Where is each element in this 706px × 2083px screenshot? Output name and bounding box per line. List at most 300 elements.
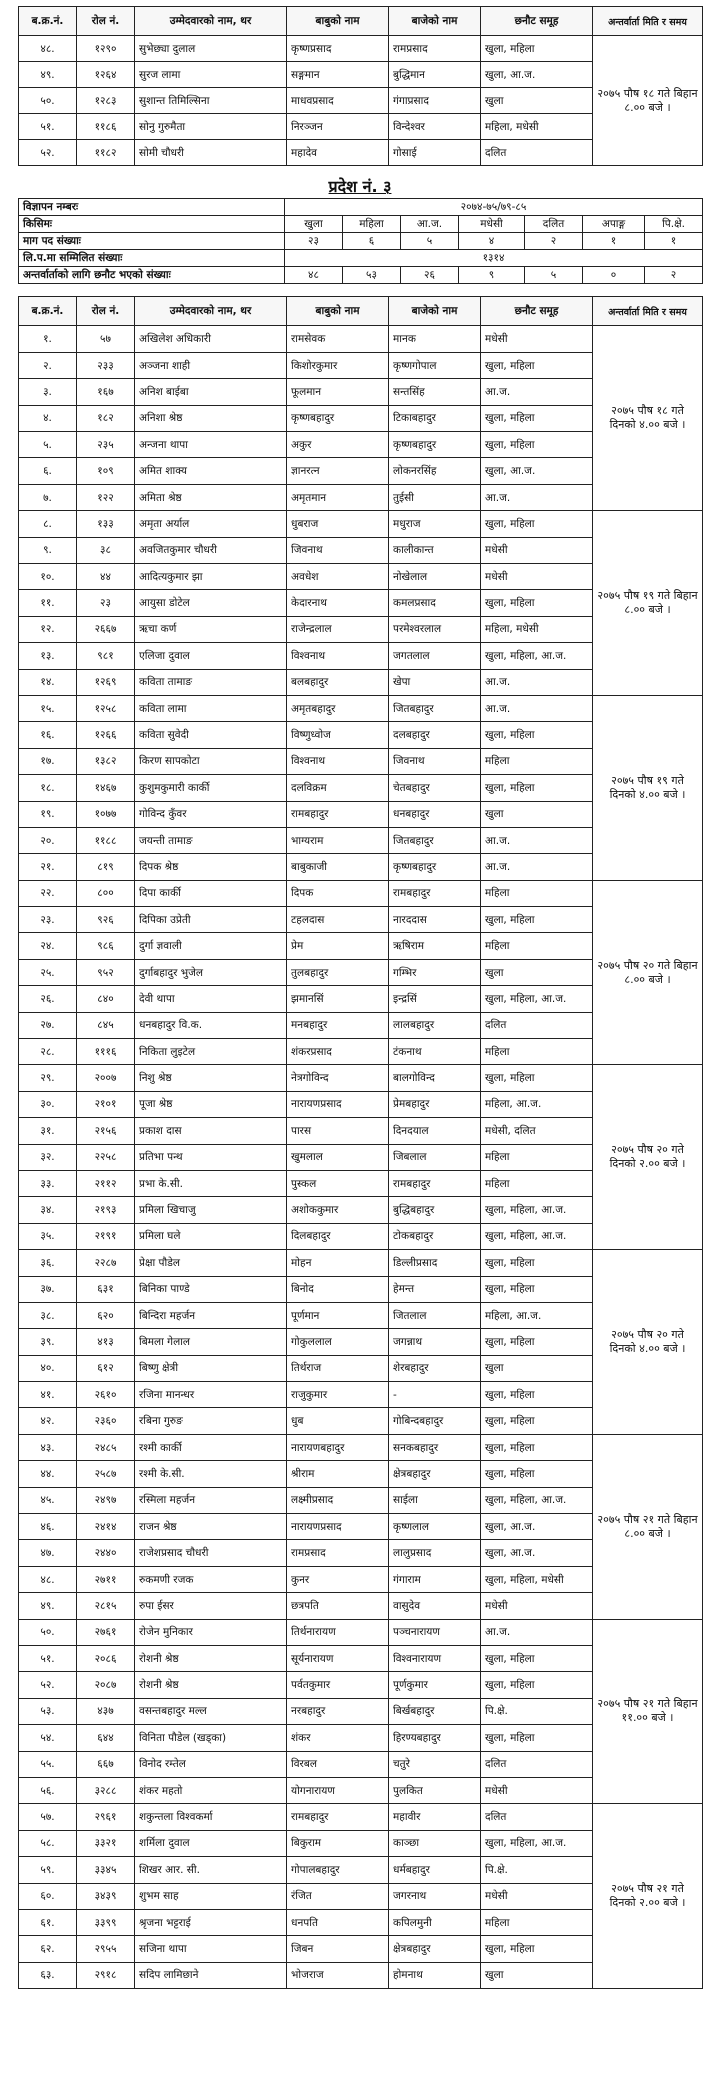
candidate-name-cell: कविता सुवेदी [135, 722, 287, 748]
father-name-cell: नारायणप्रसाद [287, 1514, 389, 1540]
father-name-cell: बलबहादुर [287, 669, 389, 695]
roll-cell: २४४० [77, 1540, 135, 1566]
table-header-row [19, 297, 703, 326]
group-cell: मधेसी [481, 326, 593, 352]
roll-cell: २०८७ [77, 1672, 135, 1698]
serial-cell: ४३. [19, 1434, 77, 1460]
father-name-cell: दलविक्रम [287, 775, 389, 801]
candidate-name-cell: कविता लामा [135, 695, 287, 721]
father-name-cell: विश्वनाथ [287, 748, 389, 774]
roll-cell: ११८८ [77, 827, 135, 853]
serial-cell: ५७. [19, 1804, 77, 1830]
candidate-name-cell: निशु श्रेष्ठ [135, 1065, 287, 1091]
serial-cell: ५. [19, 432, 77, 458]
interview-schedule-cell: २०७५ पौष २० गते बिहान ८.०० बजे । [593, 880, 703, 1065]
roll-cell: २४१४ [77, 1514, 135, 1540]
serial-cell: ४०. [19, 1355, 77, 1381]
father-name-cell: शंकर [287, 1725, 389, 1751]
father-name-cell: टहलदास [287, 907, 389, 933]
father-name-cell: भाग्यराम [287, 827, 389, 853]
grandfather-name-cell: चेतबहादुर [389, 775, 481, 801]
serial-cell: २१. [19, 854, 77, 880]
roll-cell: ८४५ [77, 1012, 135, 1038]
grandfather-name-cell: कपिलमुनी [389, 1909, 481, 1935]
serial-cell: ६१. [19, 1909, 77, 1935]
table-row [19, 326, 703, 352]
roll-cell: ९८६ [77, 933, 135, 959]
father-name-cell: सङ्गमान [287, 62, 389, 88]
candidate-name-cell: रबिना गुरुङ [135, 1408, 287, 1434]
father-name-cell: रामसेवक [287, 326, 389, 352]
grandfather-name-cell: जिबलाल [389, 1144, 481, 1170]
candidate-name-cell: प्रतिभा पन्थ [135, 1144, 287, 1170]
col-header-father: बाबुको नाम [287, 7, 389, 36]
serial-cell: १४. [19, 669, 77, 695]
father-name-cell: महादेव [287, 140, 389, 166]
grandfather-name-cell: हेमन्त [389, 1276, 481, 1302]
father-name-cell: नेत्रगोविन्द [287, 1065, 389, 1091]
demand-cell: २ [525, 233, 583, 250]
candidate-name-cell: श्रृजना भट्टराई [135, 1909, 287, 1935]
table-row [19, 1250, 703, 1276]
candidate-name-cell: रश्मी के.सी. [135, 1461, 287, 1487]
candidate-name-cell: दिपिका उप्रेती [135, 907, 287, 933]
grandfather-name-cell: मानक [389, 326, 481, 352]
table-row [19, 511, 703, 537]
grandfather-name-cell: - [389, 1382, 481, 1408]
father-name-cell: श्रीराम [287, 1461, 389, 1487]
father-name-cell: नारायणप्रसाद [287, 1091, 389, 1117]
grandfather-name-cell: पूर्णकुमार [389, 1672, 481, 1698]
main-candidate-table [18, 296, 703, 1989]
serial-cell: ५४. [19, 1725, 77, 1751]
group-cell: खुला, आ.ज. [481, 1514, 593, 1540]
roll-cell: १२२ [77, 484, 135, 510]
appeared-row [19, 250, 703, 267]
father-name-cell: मनबहादुर [287, 1012, 389, 1038]
grandfather-name-cell: ऋषिराम [389, 933, 481, 959]
candidate-name-cell: प्रभा के.सी. [135, 1170, 287, 1196]
group-cell: आ.ज. [481, 379, 593, 405]
grandfather-name-cell: कृष्णबहादुर [389, 854, 481, 880]
candidate-name-cell: पूजा श्रेष्ठ [135, 1091, 287, 1117]
group-cell: खुला, महिला, आ.ज. [481, 643, 593, 669]
candidate-name-cell: रजिना मानन्धर [135, 1382, 287, 1408]
roll-cell: ४१३ [77, 1329, 135, 1355]
candidate-name-cell: अमिता श्रेष्ठ [135, 484, 287, 510]
serial-cell: ६. [19, 458, 77, 484]
father-name-cell: जिवनाथ [287, 537, 389, 563]
group-cell: पि.क्षे. [481, 1857, 593, 1883]
candidate-name-cell: कविता तामाङ [135, 669, 287, 695]
group-cell: खुला, महिला, आ.ज. [481, 1197, 593, 1223]
candidate-name-cell: अखिलेश अधिकारी [135, 326, 287, 352]
father-name-cell: धुब [287, 1408, 389, 1434]
grandfather-name-cell: कालीकान्त [389, 537, 481, 563]
roll-cell: १६७ [77, 379, 135, 405]
grandfather-name-cell: जितबहादुर [389, 695, 481, 721]
top-candidate-table [18, 6, 703, 166]
group-cell: पि.क्षे. [481, 1698, 593, 1724]
serial-cell: ११. [19, 590, 77, 616]
candidate-name-cell: बिनिका पाण्डे [135, 1276, 287, 1302]
candidate-name-cell: अवजितकुमार चौधरी [135, 537, 287, 563]
interview-schedule-cell: २०७५ पौष १८ गते बिहान ८.०० बजे । [593, 36, 703, 166]
category-cell: आ.ज. [401, 216, 459, 233]
demand-row [19, 233, 703, 250]
grandfather-name-cell: क्षेत्रबहादुर [389, 1936, 481, 1962]
roll-cell: १२६४ [77, 62, 135, 88]
serial-cell: ६२. [19, 1936, 77, 1962]
roll-cell: १२८३ [77, 88, 135, 114]
father-name-cell: विश्वनाथ [287, 643, 389, 669]
grandfather-name-cell: परमेश्वरलाल [389, 616, 481, 642]
candidate-name-cell: सजिना थापा [135, 1936, 287, 1962]
serial-cell: ५२. [19, 140, 77, 166]
father-name-cell: लक्ष्मीप्रसाद [287, 1487, 389, 1513]
group-cell: खुला, महिला, आ.ज. [481, 1223, 593, 1249]
group-cell: खुला, महिला [481, 1434, 593, 1460]
grandfather-name-cell: पुलकित [389, 1777, 481, 1803]
interview-schedule-cell: २०७५ पौष १९ गते बिहान ८.०० बजे । [593, 511, 703, 696]
group-cell: खुला, महिला, आ.ज. [481, 1830, 593, 1856]
group-cell: महिला [481, 1909, 593, 1935]
father-name-cell: बाबुकाजी [287, 854, 389, 880]
interview-schedule-cell: २०७५ पौष १९ गते दिनको ४.०० बजे । [593, 695, 703, 880]
roll-cell: २२८७ [77, 1250, 135, 1276]
serial-cell: १६. [19, 722, 77, 748]
father-name-cell: विरबल [287, 1751, 389, 1777]
candidate-name-cell: अन्जना थापा [135, 432, 287, 458]
grandfather-name-cell: जितबहादुर [389, 827, 481, 853]
group-cell: खुला, महिला [481, 1725, 593, 1751]
roll-cell: ४३७ [77, 1698, 135, 1724]
demand-cell: २३ [285, 233, 343, 250]
candidate-name-cell: अमृता अर्याल [135, 511, 287, 537]
father-name-cell: कृष्णबहादुर [287, 405, 389, 431]
candidate-name-cell: आयुसा डोटेल [135, 590, 287, 616]
group-cell: मधेसी [481, 1883, 593, 1909]
group-cell: खुला, महिला, मधेसी [481, 1566, 593, 1592]
table-row [19, 36, 703, 62]
candidate-name-cell: सुशान्त तिमिल्सिना [135, 88, 287, 114]
group-cell: खुला, महिला [481, 432, 593, 458]
group-cell: महिला [481, 1170, 593, 1196]
col-header-name: उम्मेदवारको नाम, थर [135, 297, 287, 326]
demand-cell: १ [645, 233, 703, 250]
grandfather-name-cell: गंगाराम [389, 1566, 481, 1592]
appeared-label: लि.प.मा सम्मिलित संख्याः [19, 250, 285, 267]
serial-cell: ३२. [19, 1144, 77, 1170]
father-name-cell: केदारनाथ [287, 590, 389, 616]
roll-cell: २७११ [77, 1566, 135, 1592]
father-name-cell: तिर्थराज [287, 1355, 389, 1381]
roll-cell: २०८६ [77, 1646, 135, 1672]
candidate-name-cell: बिष्णु क्षेत्री [135, 1355, 287, 1381]
serial-cell: १. [19, 326, 77, 352]
serial-cell: २. [19, 352, 77, 378]
serial-cell: ४६. [19, 1514, 77, 1540]
grandfather-name-cell: तुईसी [389, 484, 481, 510]
candidate-name-cell: रुकमणी रजक [135, 1566, 287, 1592]
group-cell: खुला, महिला [481, 590, 593, 616]
grandfather-name-cell: दिनदयाल [389, 1118, 481, 1144]
grandfather-name-cell: कृष्णबहादुर [389, 432, 481, 458]
grandfather-name-cell: प्रेमबहादुर [389, 1091, 481, 1117]
father-name-cell: शंकरप्रसाद [287, 1039, 389, 1065]
roll-cell: ६३१ [77, 1276, 135, 1302]
interview-schedule-cell: २०७५ पौष २० गते दिनको २.०० बजे । [593, 1065, 703, 1250]
serial-cell: ४९. [19, 62, 77, 88]
group-cell: मधेसी [481, 1777, 593, 1803]
grandfather-name-cell: इन्द्रसिं [389, 986, 481, 1012]
demand-cell: ५ [401, 233, 459, 250]
roll-cell: १२६९ [77, 669, 135, 695]
group-cell: खुला, महिला [481, 1936, 593, 1962]
group-cell: आ.ज. [481, 669, 593, 695]
roll-cell: २१९१ [77, 1223, 135, 1249]
roll-cell: २३ [77, 590, 135, 616]
serial-cell: २०. [19, 827, 77, 853]
grandfather-name-cell: रामप्रसाद [389, 36, 481, 62]
table-row [19, 1804, 703, 1830]
serial-cell: ५२. [19, 1672, 77, 1698]
selected-cell: ० [583, 267, 645, 284]
ad-number-row [19, 199, 703, 216]
candidate-name-cell: शुभम साह [135, 1883, 287, 1909]
grandfather-name-cell: गम्भिर [389, 959, 481, 985]
candidate-name-cell: सोनु गुरुमैता [135, 114, 287, 140]
father-name-cell: माधवप्रसाद [287, 88, 389, 114]
interview-schedule-cell: २०७५ पौष १८ गते दिनको ४.०० बजे । [593, 326, 703, 511]
candidate-name-cell: शर्मिला दुवाल [135, 1830, 287, 1856]
group-cell: खुला, महिला [481, 1646, 593, 1672]
candidate-name-cell: रुपा ईसर [135, 1593, 287, 1619]
father-name-cell: धुबराज [287, 511, 389, 537]
serial-cell: ४७. [19, 1540, 77, 1566]
col-header-serial: ब.क्र.नं. [19, 297, 77, 326]
appeared-value: १३१४ [285, 250, 703, 267]
candidate-name-cell: शकुन्तला विश्वकर्मा [135, 1804, 287, 1830]
father-name-cell: रंजित [287, 1883, 389, 1909]
grandfather-name-cell: टंकनाथ [389, 1039, 481, 1065]
group-cell: खुला, महिला [481, 1329, 593, 1355]
group-cell: खुला, आ.ज. [481, 1540, 593, 1566]
father-name-cell: अमृतमान [287, 484, 389, 510]
serial-cell: ४८. [19, 1566, 77, 1592]
col-header-group: छनौट समूह [481, 7, 593, 36]
grandfather-name-cell: पञ्चनारायण [389, 1619, 481, 1645]
serial-cell: ५०. [19, 88, 77, 114]
col-header-roll: रोल नं. [77, 7, 135, 36]
father-name-cell: दिपक [287, 880, 389, 906]
father-name-cell: नारायणबहादुर [287, 1434, 389, 1460]
group-cell: खुला [481, 801, 593, 827]
top-table-body [19, 36, 703, 166]
serial-cell: ५१. [19, 114, 77, 140]
roll-cell: १४६७ [77, 775, 135, 801]
candidate-name-cell: अमित शाक्य [135, 458, 287, 484]
roll-cell: ६६७ [77, 1751, 135, 1777]
father-name-cell: किशोरकुमार [287, 352, 389, 378]
grandfather-name-cell: सन्तसिंह [389, 379, 481, 405]
grandfather-name-cell: कमलप्रसाद [389, 590, 481, 616]
roll-cell: २३५ [77, 432, 135, 458]
table-header-row [19, 7, 703, 36]
col-header-grandfather: बाजेको नाम [389, 7, 481, 36]
group-cell: खुला [481, 88, 593, 114]
interview-schedule-cell: २०७५ पौष २१ गते बिहान ११.०० बजे । [593, 1619, 703, 1804]
serial-cell: ५९. [19, 1857, 77, 1883]
serial-cell: २८. [19, 1039, 77, 1065]
selected-row [19, 267, 703, 284]
grandfather-name-cell: विश्वनारायण [389, 1646, 481, 1672]
selected-label: अन्तर्वार्ताको लागि छनौट भएको संख्याः [19, 267, 285, 284]
father-name-cell: रामबहादुर [287, 801, 389, 827]
table-row [19, 695, 703, 721]
serial-cell: ३. [19, 379, 77, 405]
group-cell: महिला, आ.ज. [481, 1302, 593, 1328]
candidate-name-cell: अनिशा श्रेष्ठ [135, 405, 287, 431]
father-name-cell: बिनोद [287, 1276, 389, 1302]
ad-number-label: विज्ञापन नम्बरः [19, 199, 285, 216]
father-name-cell: योगनारायण [287, 1777, 389, 1803]
col-header-name: उम्मेदवारको नाम, थर [135, 7, 287, 36]
father-name-cell: विष्णुध्वोज [287, 722, 389, 748]
father-name-cell: अशोककुमार [287, 1197, 389, 1223]
group-cell: दलित [481, 1751, 593, 1777]
candidate-name-cell: दुर्गाबहादुर भुजेल [135, 959, 287, 985]
roll-cell: १२५८ [77, 695, 135, 721]
father-name-cell: पारस [287, 1118, 389, 1144]
serial-cell: ५०. [19, 1619, 77, 1645]
father-name-cell: अमृतबहादुर [287, 695, 389, 721]
father-name-cell: झमानसिं [287, 986, 389, 1012]
roll-cell: ६२० [77, 1302, 135, 1328]
grandfather-name-cell: धर्मबहादुर [389, 1857, 481, 1883]
category-row [19, 216, 703, 233]
grandfather-name-cell: बुद्धिमान [389, 62, 481, 88]
grandfather-name-cell: टोकबहादुर [389, 1223, 481, 1249]
grandfather-name-cell: चतुरे [389, 1751, 481, 1777]
roll-cell: २१९३ [77, 1197, 135, 1223]
roll-cell: १२९० [77, 36, 135, 62]
father-name-cell: धनपति [287, 1909, 389, 1935]
group-cell: आ.ज. [481, 695, 593, 721]
candidate-name-cell: गोविन्द कुँवर [135, 801, 287, 827]
father-name-cell: पूर्णमान [287, 1302, 389, 1328]
grandfather-name-cell: डिल्लीप्रसाद [389, 1250, 481, 1276]
grandfather-name-cell: बुद्धिबहादुर [389, 1197, 481, 1223]
roll-cell: २६१० [77, 1382, 135, 1408]
grandfather-name-cell: धनबहादुर [389, 801, 481, 827]
grandfather-name-cell: कृष्णलाल [389, 1514, 481, 1540]
group-cell: आ.ज. [481, 827, 593, 853]
father-name-cell: जिबन [287, 1936, 389, 1962]
serial-cell: ४. [19, 405, 77, 431]
vacancy-info-table [18, 198, 703, 284]
category-cell: खुला [285, 216, 343, 233]
main-table-body [19, 326, 703, 1989]
interview-schedule-cell: २०७५ पौष २१ गते बिहान ८.०० बजे । [593, 1434, 703, 1619]
grandfather-name-cell: क्षेत्रबहादुर [389, 1461, 481, 1487]
father-name-cell: ज्ञानरत्न [287, 458, 389, 484]
group-cell: खुला [481, 1355, 593, 1381]
table-row [19, 1434, 703, 1460]
father-name-cell: तुलबहादुर [287, 959, 389, 985]
group-cell: खुला, महिला [481, 405, 593, 431]
grandfather-name-cell: जगरनाथ [389, 1883, 481, 1909]
col-header-roll: रोल नं. [77, 297, 135, 326]
group-cell: खुला, महिला, आ.ज. [481, 1487, 593, 1513]
roll-cell: ३८ [77, 537, 135, 563]
candidate-name-cell: प्रमिला घले [135, 1223, 287, 1249]
father-name-cell: कुनर [287, 1566, 389, 1592]
serial-cell: ४९. [19, 1593, 77, 1619]
serial-cell: ५५. [19, 1751, 77, 1777]
father-name-cell: पर्वतकुमार [287, 1672, 389, 1698]
demand-cell: ६ [343, 233, 401, 250]
group-cell: खुला, महिला [481, 36, 593, 62]
col-header-serial: ब.क्र.नं. [19, 7, 77, 36]
candidate-name-cell: बिमला गेलाल [135, 1329, 287, 1355]
roll-cell: २४८५ [77, 1434, 135, 1460]
grandfather-name-cell: जगन्नाथ [389, 1329, 481, 1355]
father-name-cell: बिकुराम [287, 1830, 389, 1856]
group-cell: आ.ज. [481, 854, 593, 880]
candidate-name-cell: सदिप लामिछाने [135, 1962, 287, 1988]
group-cell: महिला [481, 880, 593, 906]
serial-cell: ८. [19, 511, 77, 537]
grandfather-name-cell: जितलाल [389, 1302, 481, 1328]
serial-cell: ४२. [19, 1408, 77, 1434]
group-cell: दलित [481, 1804, 593, 1830]
selected-cell: ४८ [285, 267, 343, 284]
roll-cell: २११२ [77, 1170, 135, 1196]
serial-cell: ४१. [19, 1382, 77, 1408]
roll-cell: ९५२ [77, 959, 135, 985]
roll-cell: ९८१ [77, 643, 135, 669]
grandfather-name-cell: मधुराज [389, 511, 481, 537]
group-cell: खुला, महिला [481, 722, 593, 748]
group-cell: खुला, महिला [481, 1382, 593, 1408]
roll-cell: २९१८ [77, 1962, 135, 1988]
serial-cell: ५६. [19, 1777, 77, 1803]
candidate-name-cell: प्रेक्षा पौडेल [135, 1250, 287, 1276]
grandfather-name-cell: गोबिन्दबहादुर [389, 1408, 481, 1434]
candidate-name-cell: एलिजा दुवाल [135, 643, 287, 669]
group-cell: महिला [481, 1039, 593, 1065]
candidate-name-cell: शंकर महतो [135, 1777, 287, 1803]
grandfather-name-cell: लोकनरसिंह [389, 458, 481, 484]
group-cell: खुला, महिला, आ.ज. [481, 986, 593, 1012]
candidate-name-cell: विनिता पौडेल (खड्का) [135, 1725, 287, 1751]
grandfather-name-cell: महावीर [389, 1804, 481, 1830]
father-name-cell: राजेन्द्रलाल [287, 616, 389, 642]
group-cell: खुला, महिला [481, 511, 593, 537]
selected-cell: ९ [459, 267, 525, 284]
roll-cell: ३३२१ [77, 1830, 135, 1856]
roll-cell: २१०१ [77, 1091, 135, 1117]
candidate-name-cell: दुर्गा ज्ञवाली [135, 933, 287, 959]
roll-cell: २७६१ [77, 1619, 135, 1645]
serial-cell: १०. [19, 563, 77, 589]
group-cell: खुला, आ.ज. [481, 458, 593, 484]
candidate-name-cell: अनिश बाईबा [135, 379, 287, 405]
grandfather-name-cell: टिकाबहादुर [389, 405, 481, 431]
serial-cell: ३५. [19, 1223, 77, 1249]
serial-cell: ३३. [19, 1170, 77, 1196]
